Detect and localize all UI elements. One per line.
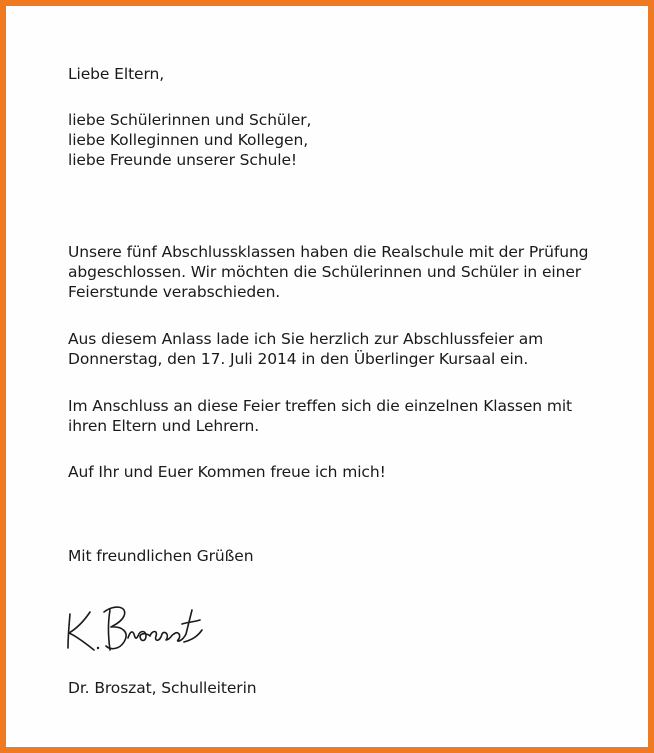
paragraph-line: Feierstunde verabschieden. xyxy=(68,283,281,301)
signer-line: Dr. Broszat, Schulleiterin xyxy=(68,679,257,697)
paragraph-line: Unsere fünf Abschlussklassen haben die Realschule mit der Prüfung xyxy=(68,243,589,261)
closing-line: Mit freundlichen Grüßen xyxy=(68,547,254,565)
paragraph-invitation xyxy=(68,329,543,369)
salutation-line: Liebe Eltern, xyxy=(68,65,165,83)
handwritten-signature xyxy=(64,600,224,654)
paragraph-line: Im Anschluss an diese Feier treffen sich die einzelnen Klassen mit xyxy=(68,397,573,415)
paragraph-line: ihren Eltern und Lehrern. xyxy=(68,417,260,435)
greeting-line: liebe Schülerinnen und Schüler, xyxy=(68,111,312,129)
greeting-line: liebe Kolleginnen und Kollegen, xyxy=(68,131,309,149)
paragraph-line: Auf Ihr und Euer Kommen freue ich mich! xyxy=(68,463,386,481)
paragraph-line: Aus diesem Anlass lade ich Sie herzlich zur Abschlussfeier am xyxy=(68,330,544,348)
paragraph-afterwards xyxy=(68,396,572,436)
paragraph-looking-forward xyxy=(68,462,386,482)
signer-name xyxy=(68,678,257,698)
closing xyxy=(68,546,253,566)
salutation xyxy=(68,64,164,84)
paragraph-line: abgeschlossen. Wir möchten die Schülerinnen und Schüler in einer xyxy=(68,263,582,281)
greeting-block xyxy=(68,110,311,170)
greeting-line: liebe Freunde unserer Schule! xyxy=(68,151,298,169)
paragraph-graduation xyxy=(68,242,588,302)
paragraph-line: Donnerstag, den 17. Juli 2014 in den Überlinger Kursaal ein. xyxy=(68,350,529,368)
